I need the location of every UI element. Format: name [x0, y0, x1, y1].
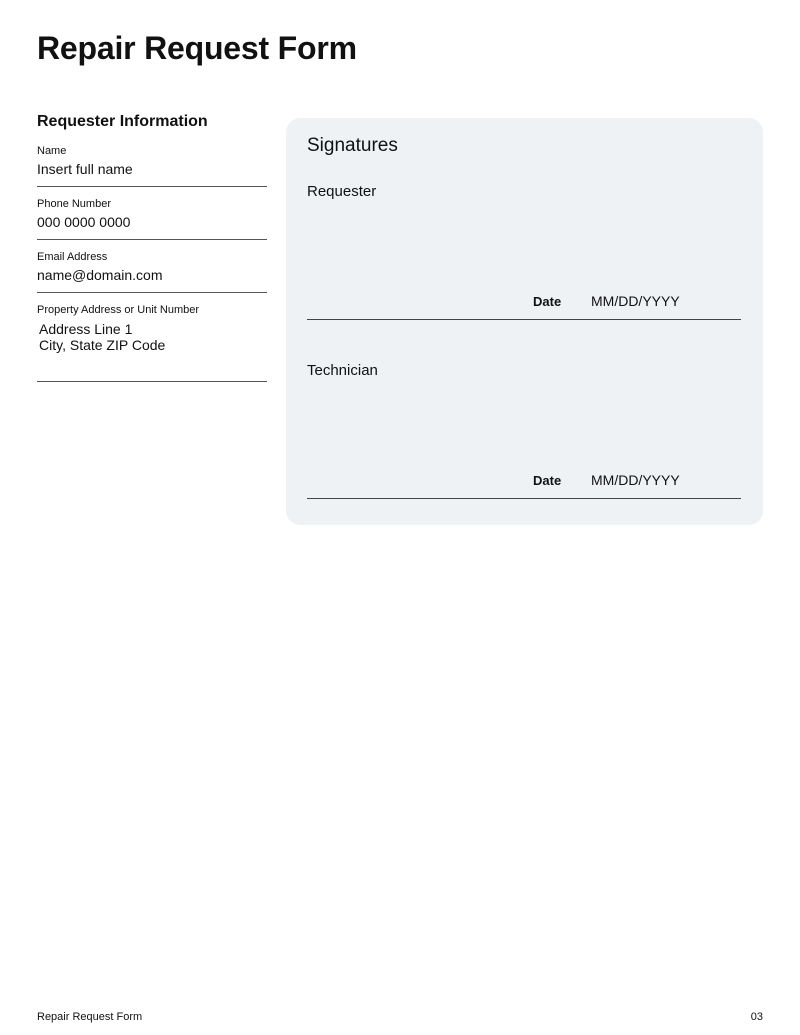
footer-page-number: 03 [750, 1011, 763, 1023]
address-line-1: Address Line 1 [39, 321, 133, 337]
technician-signature-line [307, 498, 741, 499]
requester-information-section [37, 110, 267, 392]
address-label: Property Address or Unit Number [37, 304, 200, 316]
phone-field-group [37, 197, 267, 240]
signatures-panel [286, 118, 763, 525]
email-label: Email Address [37, 251, 108, 263]
technician-date-field[interactable]: MM/DD/YYYY [591, 472, 680, 488]
email-field-group [37, 250, 267, 293]
address-line-2: City, State ZIP Code [39, 337, 166, 353]
name-field-group [37, 144, 267, 187]
address-field[interactable] [37, 320, 267, 382]
requester-date-label: Date [533, 294, 562, 309]
signatures-heading: Signatures [307, 135, 398, 156]
technician-date-label: Date [533, 473, 562, 488]
name-field[interactable]: Insert full name [37, 161, 267, 187]
name-label: Name [37, 145, 67, 157]
technician-signature-label: Technician [307, 362, 378, 379]
requester-signature-label: Requester [307, 183, 377, 200]
requester-signature-line [307, 319, 741, 320]
phone-label: Phone Number [37, 198, 111, 210]
requester-information-heading: Requester Information [37, 113, 208, 130]
page-title: Repair Request Form [37, 30, 357, 66]
footer-document-name: Repair Request Form [37, 1011, 143, 1023]
requester-signature-block[interactable] [307, 182, 741, 332]
email-field[interactable]: name@domain.com [37, 267, 267, 293]
technician-signature-block[interactable] [307, 361, 741, 511]
phone-field[interactable]: 000 0000 0000 [37, 214, 267, 240]
requester-date-field[interactable]: MM/DD/YYYY [591, 293, 680, 309]
address-field-group [37, 303, 267, 382]
